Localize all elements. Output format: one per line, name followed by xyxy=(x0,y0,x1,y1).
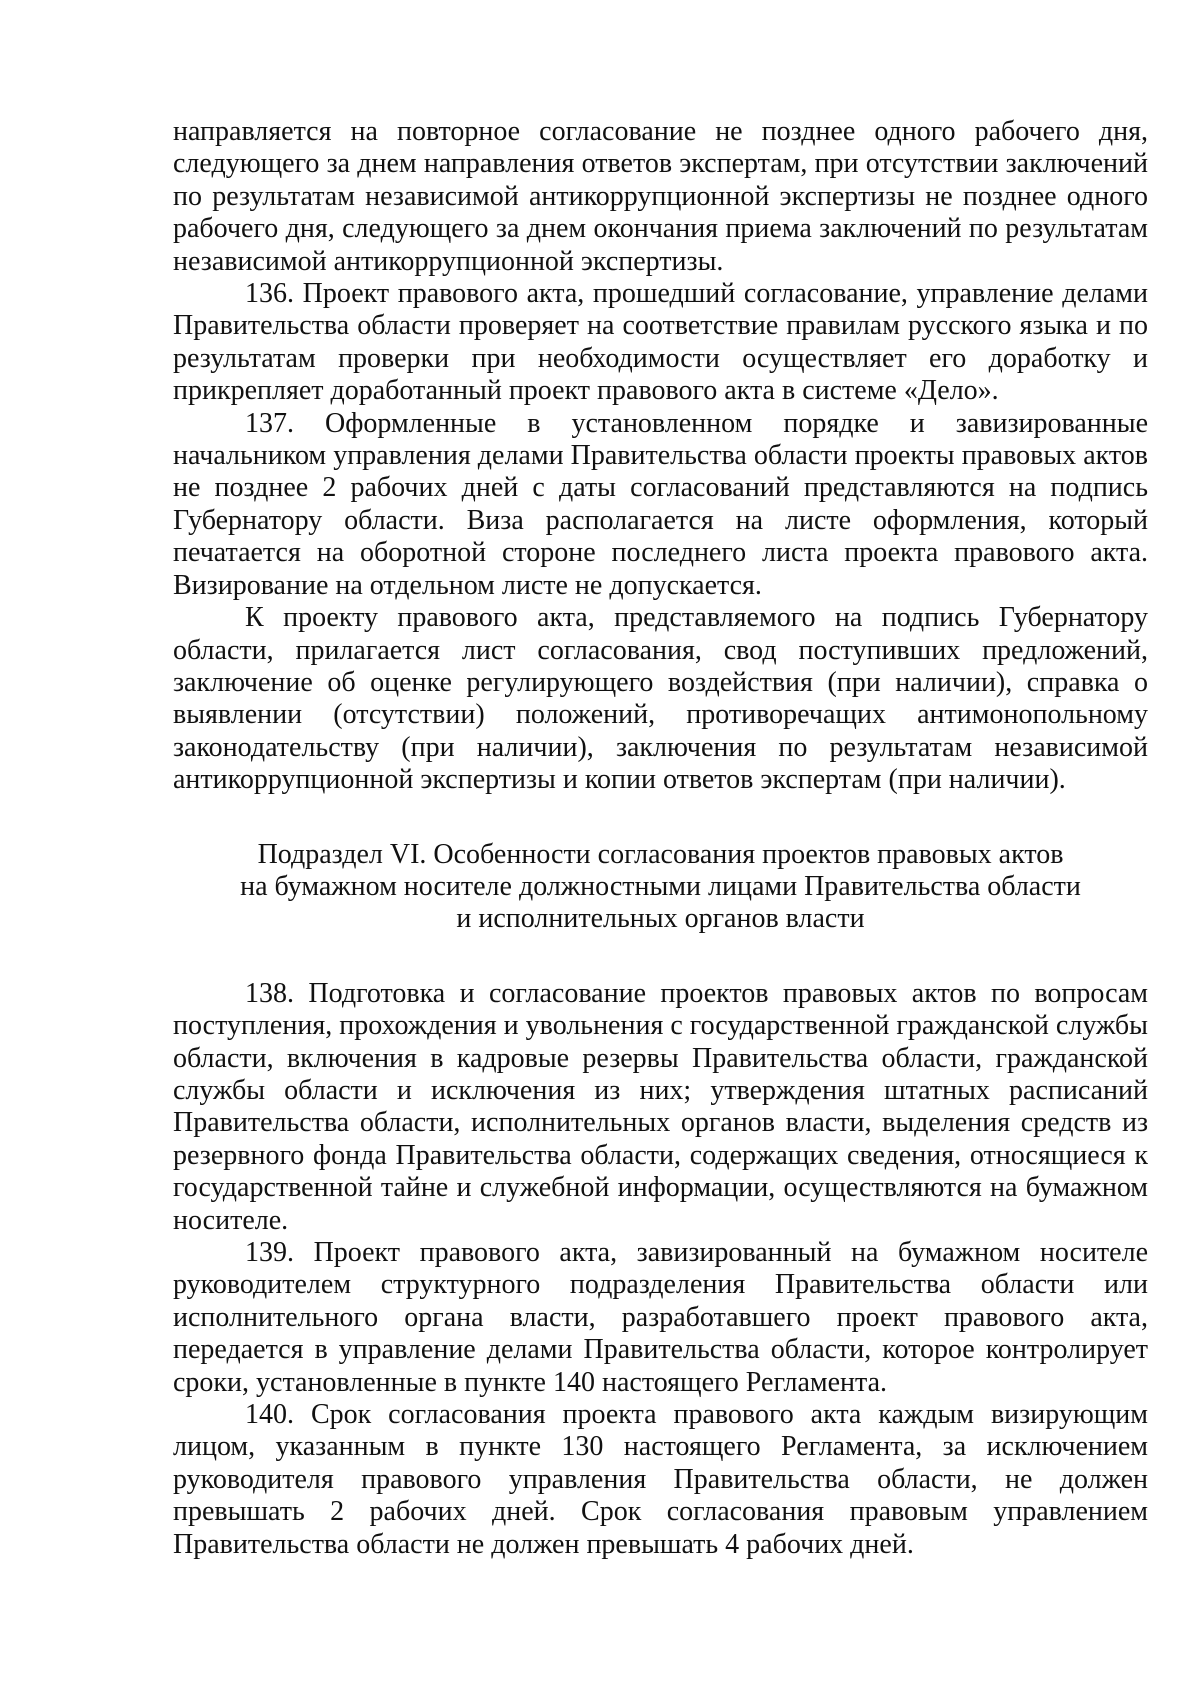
paragraph-136: 136. Проект правового акта, прошедший согласование, управление делами Правительства области проверяет на соответствие правилам русского языка и по результатам проверки при необходимости осуществляет его доработку и прикрепляет доработанный проект правового акта в системе «Дело». xyxy=(173,278,1148,407)
paragraph-attachments: К проекту правового акта, представляемого на подпись Губернатору области, прилагается лист согласования, свод поступивших предложений, заключение об оценке регулирующего воздействия (при наличии), справка о выявлении (отсутствии) положений, противоречащих антимонопольному законодательству (при наличии), заключения по результатам независимой антикоррупционной экспертизы и копии ответов экспертам (при наличии). xyxy=(173,602,1148,796)
document-body xyxy=(173,116,1148,1561)
subsection-heading xyxy=(173,839,1148,936)
paragraph-continuation: направляется на повторное согласование не позднее одного рабочего дня, следующего за днем направления ответов экспертам, при отсутствии заключений по результатам независимой антикоррупционной экспертизы не позднее одного рабочего дня, следующего за днем окончания приема заключений по результатам независимой антикоррупционной экспертизы. xyxy=(173,116,1148,277)
subsection-heading-line-1: Подраздел VI. Особенности согласования проектов правовых актов xyxy=(257,838,1064,870)
paragraph-140: 140. Срок согласования проекта правового акта каждым визирующим лицом, указанным в пункте 130 настоящего Регламента, за исключением руководителя правового управления Правительства области, не должен превышать 2 рабочих дней. Срок согласования правовым управлением Правительства области не должен превышать 4 рабочих дней. xyxy=(173,1399,1148,1560)
paragraph-139: 139. Проект правового акта, завизированный на бумажном носителе руководителем структурного подразделения Правительства области или исполнительного органа власти, разработавшего проект правового акта, передается в управление делами Правительства области, которое контролирует сроки, установленные в пункте 140 настоящего Регламента. xyxy=(173,1237,1148,1398)
subsection-heading-line-2: на бумажном носителе должностными лицами Правительства области xyxy=(240,870,1081,902)
paragraph-137: 137. Оформленные в установленном порядке и завизированные начальником управления делами Правительства области проекты правовых актов не позднее 2 рабочих дней с даты согласований представляются на подпись Губернатору области. Виза располагается на листе оформления, который печатается на оборотной стороне последнего листа проекта правового акта. Визирование на отдельном листе не допускается. xyxy=(173,407,1148,601)
paragraph-138: 138. Подготовка и согласование проектов правовых актов по вопросам поступления, прохождения и увольнения с государственной гражданской службы области, включения в кадровые резервы Правительства области, гражданской службы области и исключения из них; утверждения штатных расписаний Правительства области, исполнительных органов власти, выделения средств из резервного фонда Правительства области, содержащих сведения, относящиеся к государственной тайне и служебной информации, осуществляются на бумажном носителе. xyxy=(173,977,1148,1236)
subsection-heading-line-3: и исполнительных органов власти xyxy=(456,903,865,935)
